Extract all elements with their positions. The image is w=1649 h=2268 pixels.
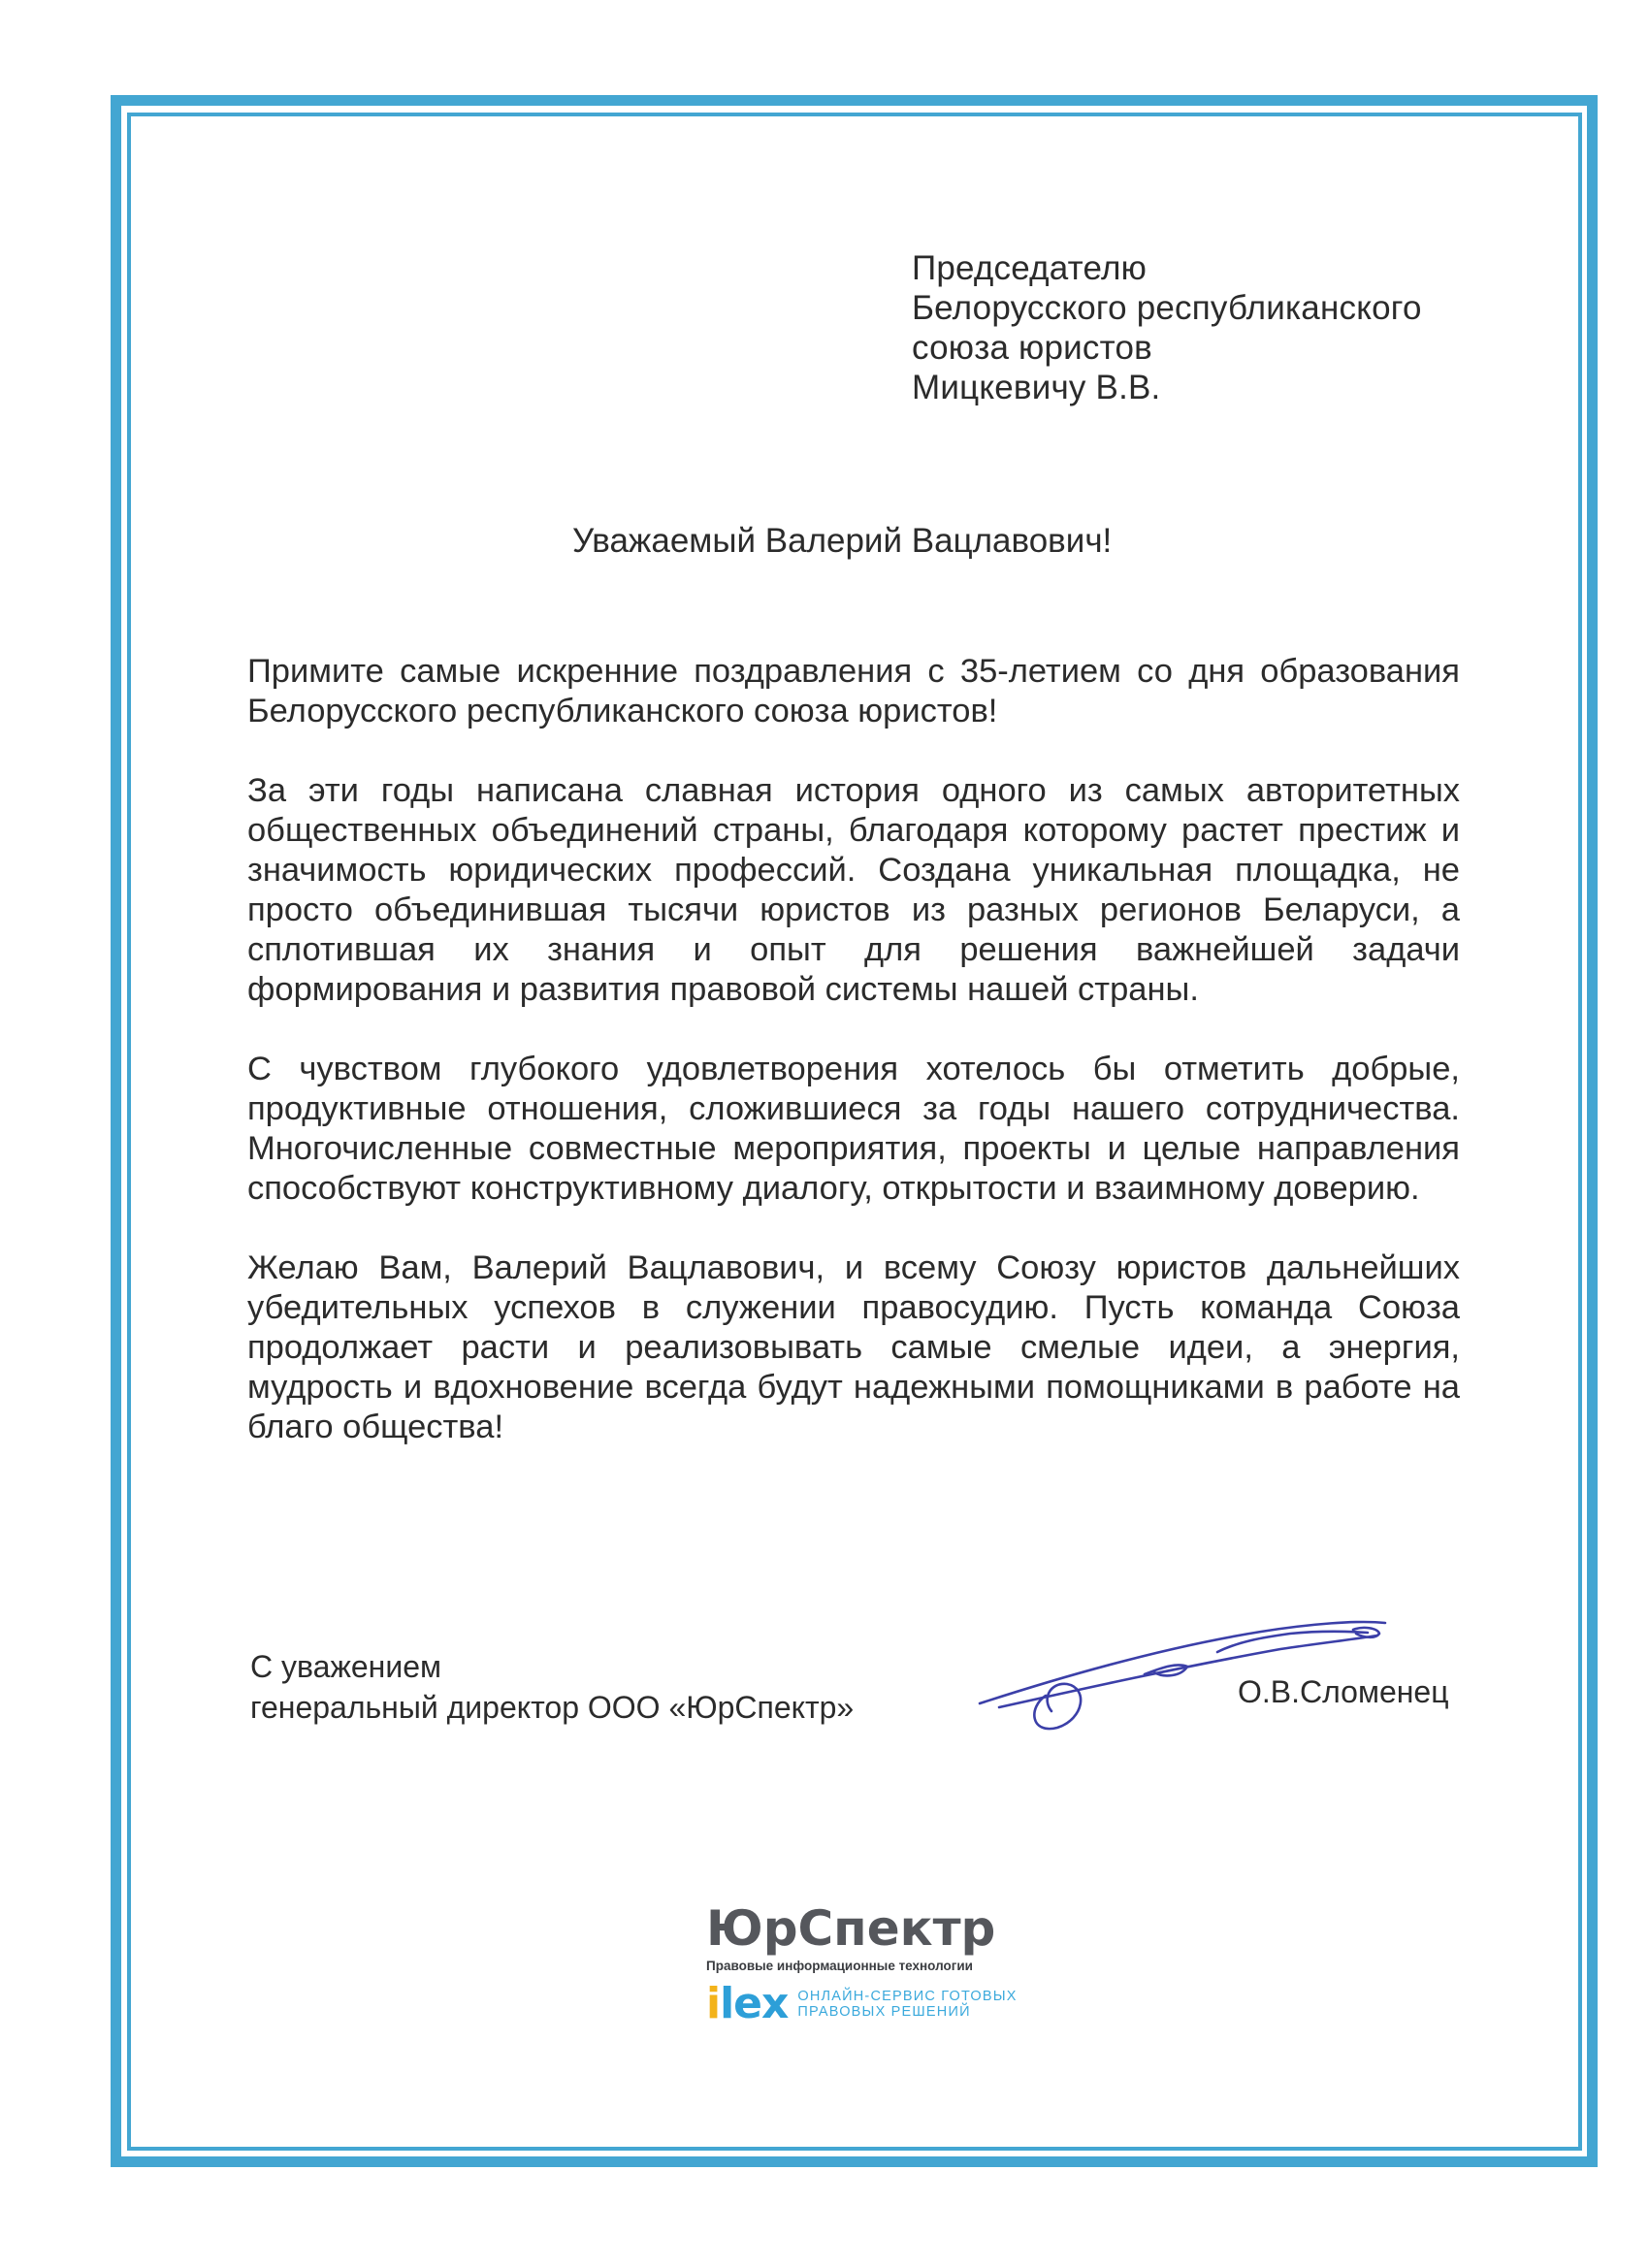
addressee-line: Мицкевичу В.В. <box>912 369 1161 406</box>
paragraph: С чувством глубокого удовлетворения хотелось бы отметить добрые, продуктивные отношения, сложившиеся за годы нашего сотрудничества. Многочисленные совместные мероприятия, проекты и целые направления способствуют конструктивному диалогу, открытости и взаимному доверию. <box>247 1051 1460 1207</box>
paragraph: Примите самые искренние поздравления с 35-летием со дня образования Белорусского республиканского союза юристов! <box>247 653 1460 729</box>
company-logo <box>706 1901 1026 2027</box>
paragraph: За эти годы написана славная история одного из самых авторитетных общественных объединений страны, благодаря которому растет престиж и значимость юридических профессий. Создана уникальная площадка, не просто объединившая тысячи юристов из разных регионов Беларуси, а сплотившая их знания и опыт для решения важнейшей задачи формирования и развития правовой системы нашей страны. <box>247 772 1460 1008</box>
ilex-desc-line: ПРАВОВЫХ РЕШЕНИЙ <box>797 2004 971 2020</box>
addressee-line: Белорусского республиканского <box>912 289 1422 327</box>
letter-body <box>247 652 1460 1487</box>
ilex-rest-letters: lex <box>720 1979 789 2028</box>
logo-tagline: Правовые информационные технологии <box>706 1959 973 1973</box>
logo-company-name: ЮрСпектр <box>706 1900 996 1957</box>
addressee-line: Председателю <box>912 249 1148 287</box>
ilex-desc-line: ОНЛАЙН-СЕРВИС ГОТОВЫХ <box>797 1989 1018 2004</box>
ilex-logo <box>706 1981 1026 2027</box>
addressee-line: союза юристов <box>912 329 1152 367</box>
addressee-block <box>912 248 1422 407</box>
greeting: Уважаемый Валерий Вацлавович! <box>572 522 1113 560</box>
signer-position: генеральный директор ООО «ЮрСпектр» <box>250 1690 855 1725</box>
closing-block <box>250 1646 854 1728</box>
ilex-description <box>797 1989 1017 2020</box>
signer-name: О.В.Сломенец <box>1238 1674 1449 1709</box>
ilex-wordmark <box>706 1981 788 2027</box>
closing-regards: С уважением <box>250 1649 441 1684</box>
ilex-i-letter: i <box>706 1979 721 2028</box>
paragraph: Желаю Вам, Валерий Вацлавович, и всему Союзу юристов дальнейших убедительных успехов в служении правосудию. Пусть команда Союза продолжает расти и реализовывать самые смелые идеи, а энергия, мудрость и вдохновение всегда будут надежными помощниками в работе на благо общества! <box>247 1249 1460 1445</box>
